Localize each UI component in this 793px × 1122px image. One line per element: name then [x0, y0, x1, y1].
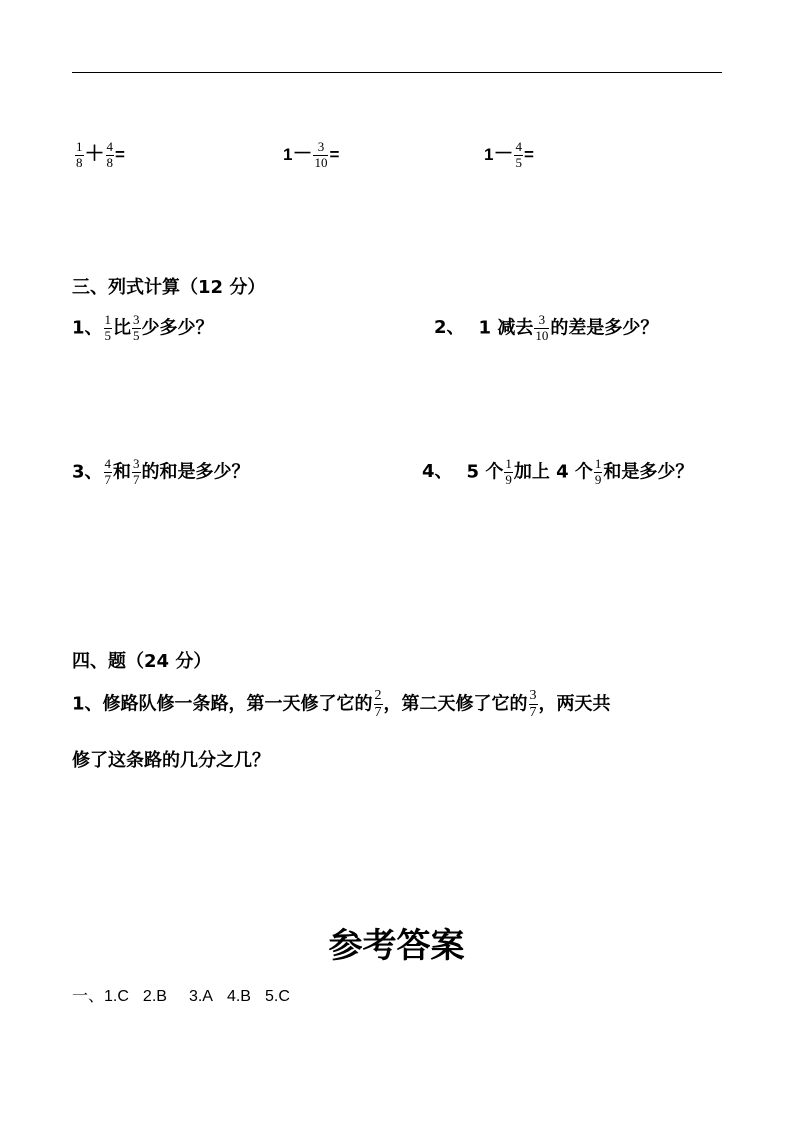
- question-index: 4、: [422, 461, 453, 483]
- fraction: $\frac{3}{5}$: [133, 312, 140, 343]
- calc-problem-3: [484, 140, 534, 171]
- header-rule: [72, 72, 722, 73]
- question-text: 和: [113, 461, 132, 483]
- lead-number: 1: [484, 144, 494, 164]
- fraction: $\frac{2}{7}$: [374, 688, 382, 721]
- fraction: $\frac{4}{5}$: [515, 139, 522, 170]
- question-text: 1 减去: [478, 317, 534, 339]
- equals-sign: =: [115, 144, 125, 164]
- equals-sign: =: [329, 144, 340, 164]
- answer-item: 2.B: [142, 988, 167, 1005]
- section4-question-1-line2: 修了这条路的几分之几？: [72, 750, 270, 771]
- fraction: $\frac{4}{8}$: [106, 139, 113, 170]
- fraction: $\frac{3}{10}$: [314, 139, 328, 170]
- question-text: 的差是多少？: [550, 317, 659, 339]
- question-index: 1、: [72, 317, 103, 339]
- calc-problem-2: [283, 140, 339, 171]
- section3-question-2: [434, 313, 658, 344]
- operator: －: [292, 142, 313, 165]
- answer-key-title: 参考答案: [328, 926, 465, 966]
- fraction: $\frac{1}{5}$: [104, 312, 112, 343]
- question-text: ，两天共: [538, 693, 611, 715]
- question-text: 加上 4 个: [513, 461, 593, 483]
- fraction: $\frac{1}{9}$: [594, 456, 602, 487]
- question-text: 的和是多少？: [141, 461, 250, 483]
- question-index: 2、: [434, 317, 465, 339]
- question-text: 5 个: [466, 461, 504, 483]
- calc-problem-1: [74, 140, 125, 171]
- answer-item: 4.B: [226, 988, 251, 1005]
- question-index: 3、: [72, 461, 103, 483]
- section4-title: 四、题（24 分）: [72, 651, 212, 672]
- fraction: $\frac{4}{7}$: [104, 456, 112, 487]
- fraction: $\frac{3}{7}$: [529, 688, 537, 721]
- answer-list: [72, 983, 290, 1006]
- question-text: 和是多少？: [603, 461, 694, 483]
- answer-item: 1.C: [104, 988, 129, 1005]
- question-text: 少多少？: [141, 317, 214, 339]
- fraction: $\frac{3}{10}$: [535, 312, 549, 343]
- equals-sign: =: [523, 144, 534, 164]
- section3-question-4: [422, 457, 693, 488]
- answer-item: 5.C: [264, 988, 290, 1005]
- operator: －: [493, 142, 514, 165]
- fraction: $\frac{3}{7}$: [133, 456, 140, 487]
- operator: ＋: [84, 142, 105, 165]
- fraction: $\frac{1}{8}$: [76, 139, 83, 170]
- fraction: $\frac{1}{9}$: [505, 456, 512, 487]
- section4-question-1-line1: [72, 688, 611, 721]
- question-text: 1、修路队修一条路，第一天修了它的: [72, 693, 373, 715]
- question-text: 比: [113, 317, 132, 339]
- lead-number: 1: [283, 144, 293, 164]
- section3-title: 三、列式计算（12 分）: [72, 277, 266, 298]
- answer-prefix: 一、: [72, 988, 105, 1005]
- section3-question-3: [72, 457, 250, 488]
- section3-question-1: [72, 313, 214, 344]
- answer-item: 3.A: [188, 988, 213, 1005]
- question-text: ，第二天修了它的: [383, 693, 528, 715]
